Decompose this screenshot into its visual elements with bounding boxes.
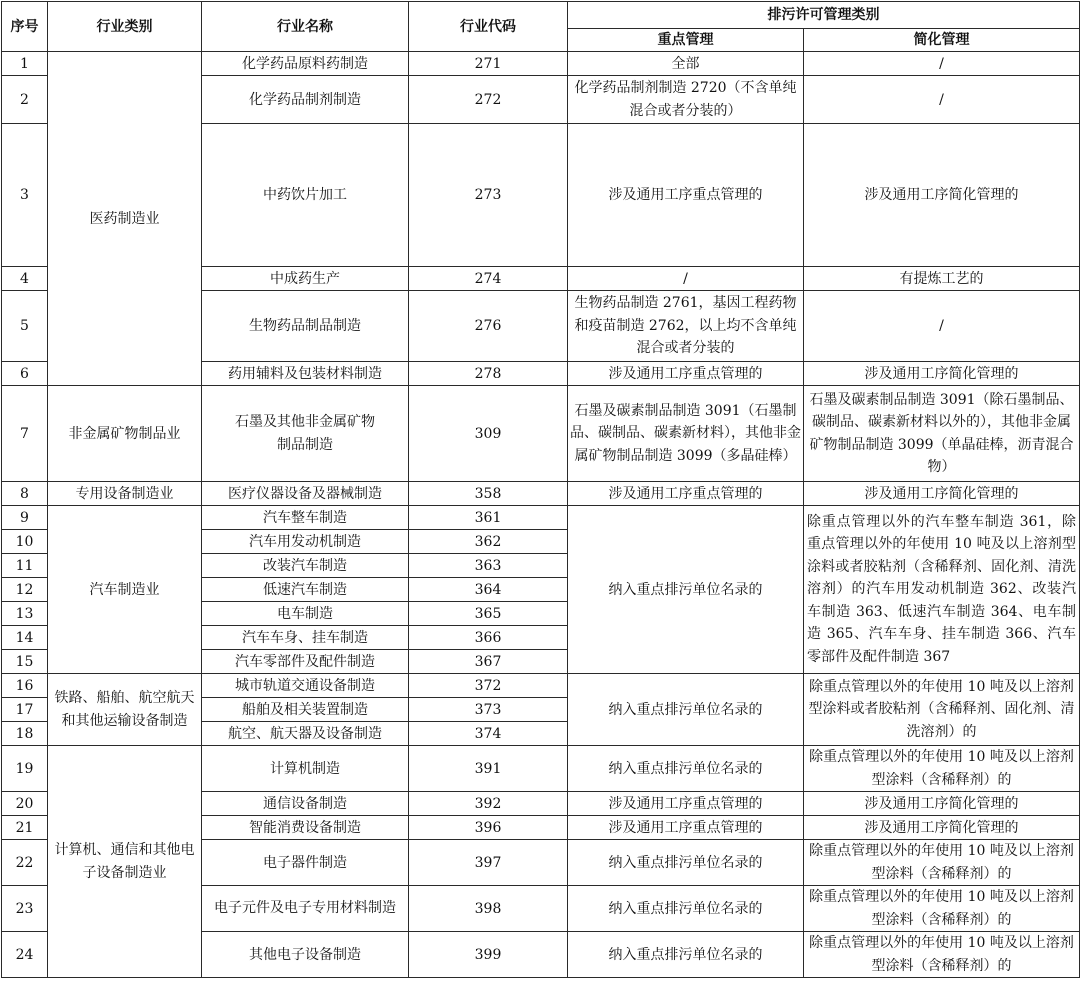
header-industry-name: 行业名称 — [202, 2, 409, 52]
row-seq: 12 — [2, 578, 48, 602]
row-simple-mgmt: 涉及通用工序简化管理的 — [804, 362, 1080, 386]
row-industry-name: 汽车用发动机制造 — [202, 530, 409, 554]
row-seq: 19 — [2, 746, 48, 792]
row-seq: 16 — [2, 674, 48, 698]
row-industry-code: 373 — [409, 698, 568, 722]
row-key-mgmt: 涉及通用工序重点管理的 — [568, 792, 804, 816]
row-seq: 17 — [2, 698, 48, 722]
row-simple-mgmt: 除重点管理以外的年使用 10 吨及以上溶剂型涂料（含稀释剂）的 — [804, 840, 1080, 886]
auto-simple-mgmt: 除重点管理以外的汽车整车制造 361，除重点管理以外的年使用 10 吨及以上溶剂型涂料或者胶粘剂（含稀释剂、固化剂、清洗溶剂）的汽车用发动机制造 362、改装汽车制造 363、低速汽车制造 364、电车制造 365、汽车车身、挂车制造 366、汽车零部件及配件制造 367 — [804, 506, 1080, 674]
row-seq: 24 — [2, 932, 48, 978]
row-seq: 2 — [2, 76, 48, 124]
row-key-mgmt: / — [568, 267, 804, 291]
category-cell: 铁路、船舶、航空航天和其他运输设备制造 — [48, 674, 202, 746]
header-permit-group: 排污许可管理类别 — [568, 2, 1080, 29]
row-industry-code: 276 — [409, 291, 568, 362]
transport-simple-mgmt: 除重点管理以外的年使用 10 吨及以上溶剂型涂料或者胶粘剂（含稀释剂、固化剂、清洗溶剂）的 — [804, 674, 1080, 746]
row-industry-name: 计算机制造 — [202, 746, 409, 792]
row-industry-name: 其他电子设备制造 — [202, 932, 409, 978]
header-industry-code: 行业代码 — [409, 2, 568, 52]
row-simple-mgmt: 石墨及碳素制品制造 3091（除石墨制品、碳制品、碳素新材料以外的），其他非金属矿物制品制造 3099（单晶硅棒，沥青混合物） — [804, 386, 1080, 482]
row-seq: 22 — [2, 840, 48, 886]
row-simple-mgmt: / — [804, 76, 1080, 124]
row-simple-mgmt: 有提炼工艺的 — [804, 267, 1080, 291]
row-industry-code: 392 — [409, 792, 568, 816]
row-industry-code: 272 — [409, 76, 568, 124]
row-industry-name: 汽车车身、挂车制造 — [202, 626, 409, 650]
row-industry-name: 药用辅料及包装材料制造 — [202, 362, 409, 386]
row-industry-code: 399 — [409, 932, 568, 978]
row-industry-code: 274 — [409, 267, 568, 291]
row-simple-mgmt: 除重点管理以外的年使用 10 吨及以上溶剂型涂料（含稀释剂）的 — [804, 932, 1080, 978]
row-industry-code: 278 — [409, 362, 568, 386]
row-industry-name: 石墨及其他非金属矿物制品制造 — [202, 386, 409, 482]
row-industry-code: 366 — [409, 626, 568, 650]
category-cell: 非金属矿物制品业 — [48, 386, 202, 482]
row-industry-name: 中成药生产 — [202, 267, 409, 291]
row-simple-mgmt: 涉及通用工序简化管理的 — [804, 124, 1080, 267]
row-industry-name: 智能消费设备制造 — [202, 816, 409, 840]
pollution-permit-table — [1, 1, 1080, 978]
row-industry-name: 航空、航天器及设备制造 — [202, 722, 409, 746]
row-seq: 23 — [2, 886, 48, 932]
row-key-mgmt: 全部 — [568, 52, 804, 76]
category-cell: 计算机、通信和其他电子设备制造业 — [48, 746, 202, 978]
row-industry-code: 363 — [409, 554, 568, 578]
row-seq: 14 — [2, 626, 48, 650]
row-seq: 4 — [2, 267, 48, 291]
row-simple-mgmt: 涉及通用工序简化管理的 — [804, 792, 1080, 816]
row-simple-mgmt: 涉及通用工序简化管理的 — [804, 816, 1080, 840]
row-seq: 8 — [2, 482, 48, 506]
row-industry-name: 船舶及相关装置制造 — [202, 698, 409, 722]
table-row — [2, 386, 1080, 482]
row-industry-name: 化学药品原料药制造 — [202, 52, 409, 76]
row-industry-code: 362 — [409, 530, 568, 554]
row-key-mgmt: 涉及通用工序重点管理的 — [568, 482, 804, 506]
row-industry-code: 309 — [409, 386, 568, 482]
row-industry-name: 生物药品制品制造 — [202, 291, 409, 362]
row-industry-code: 397 — [409, 840, 568, 886]
table-row — [2, 52, 1080, 76]
row-seq: 15 — [2, 650, 48, 674]
transport-key-mgmt: 纳入重点排污单位名录的 — [568, 674, 804, 746]
row-industry-code: 358 — [409, 482, 568, 506]
row-key-mgmt: 纳入重点排污单位名录的 — [568, 746, 804, 792]
row-seq: 18 — [2, 722, 48, 746]
table-row — [2, 674, 1080, 698]
row-industry-name: 中药饮片加工 — [202, 124, 409, 267]
row-industry-name: 汽车整车制造 — [202, 506, 409, 530]
row-industry-name: 化学药品制剂制造 — [202, 76, 409, 124]
row-key-mgmt: 纳入重点排污单位名录的 — [568, 840, 804, 886]
row-seq: 11 — [2, 554, 48, 578]
category-cell: 专用设备制造业 — [48, 482, 202, 506]
row-simple-mgmt: / — [804, 52, 1080, 76]
row-industry-name: 电车制造 — [202, 602, 409, 626]
row-seq: 5 — [2, 291, 48, 362]
category-cell: 汽车制造业 — [48, 506, 202, 674]
table-row — [2, 482, 1080, 506]
row-industry-code: 391 — [409, 746, 568, 792]
row-key-mgmt: 涉及通用工序重点管理的 — [568, 816, 804, 840]
table-row — [2, 746, 1080, 792]
row-industry-name: 通信设备制造 — [202, 792, 409, 816]
row-key-mgmt: 纳入重点排污单位名录的 — [568, 932, 804, 978]
row-seq: 9 — [2, 506, 48, 530]
table-row — [2, 506, 1080, 530]
row-industry-code: 361 — [409, 506, 568, 530]
row-industry-name: 汽车零部件及配件制造 — [202, 650, 409, 674]
header-key-mgmt: 重点管理 — [568, 29, 804, 52]
row-industry-code: 367 — [409, 650, 568, 674]
row-industry-name: 城市轨道交通设备制造 — [202, 674, 409, 698]
row-seq: 6 — [2, 362, 48, 386]
header-category: 行业类别 — [48, 2, 202, 52]
row-industry-name: 电子器件制造 — [202, 840, 409, 886]
row-seq: 10 — [2, 530, 48, 554]
row-industry-name: 医疗仪器设备及器械制造 — [202, 482, 409, 506]
row-seq: 3 — [2, 124, 48, 267]
row-key-mgmt: 纳入重点排污单位名录的 — [568, 886, 804, 932]
row-simple-mgmt: 除重点管理以外的年使用 10 吨及以上溶剂型涂料（含稀释剂）的 — [804, 886, 1080, 932]
row-key-mgmt: 化学药品制剂制造 2720（不含单纯混合或者分装的） — [568, 76, 804, 124]
row-seq: 7 — [2, 386, 48, 482]
row-simple-mgmt: 除重点管理以外的年使用 10 吨及以上溶剂型涂料（含稀释剂）的 — [804, 746, 1080, 792]
row-seq: 21 — [2, 816, 48, 840]
row-simple-mgmt: / — [804, 291, 1080, 362]
row-industry-code: 273 — [409, 124, 568, 267]
row-industry-code: 396 — [409, 816, 568, 840]
row-industry-code: 364 — [409, 578, 568, 602]
category-cell: 医药制造业 — [48, 52, 202, 386]
row-key-mgmt: 涉及通用工序重点管理的 — [568, 124, 804, 267]
row-simple-mgmt: 涉及通用工序简化管理的 — [804, 482, 1080, 506]
row-key-mgmt: 石墨及碳素制品制造 3091（石墨制品、碳制品、碳素新材料），其他非金属矿物制品制造 3099（多晶硅棒） — [568, 386, 804, 482]
row-industry-name: 电子元件及电子专用材料制造 — [202, 886, 409, 932]
header-seq: 序号 — [2, 2, 48, 52]
row-key-mgmt: 涉及通用工序重点管理的 — [568, 362, 804, 386]
row-key-mgmt: 生物药品制造 2761，基因工程药物和疫苗制造 2762，以上均不含单纯混合或者分装的 — [568, 291, 804, 362]
row-industry-name: 低速汽车制造 — [202, 578, 409, 602]
header-simple-mgmt: 简化管理 — [804, 29, 1080, 52]
row-industry-code: 374 — [409, 722, 568, 746]
row-industry-code: 372 — [409, 674, 568, 698]
row-seq: 1 — [2, 52, 48, 76]
row-industry-code: 365 — [409, 602, 568, 626]
row-industry-code: 398 — [409, 886, 568, 932]
auto-key-mgmt: 纳入重点排污单位名录的 — [568, 506, 804, 674]
row-industry-name: 改装汽车制造 — [202, 554, 409, 578]
row-seq: 13 — [2, 602, 48, 626]
row-seq: 20 — [2, 792, 48, 816]
row-industry-code: 271 — [409, 52, 568, 76]
